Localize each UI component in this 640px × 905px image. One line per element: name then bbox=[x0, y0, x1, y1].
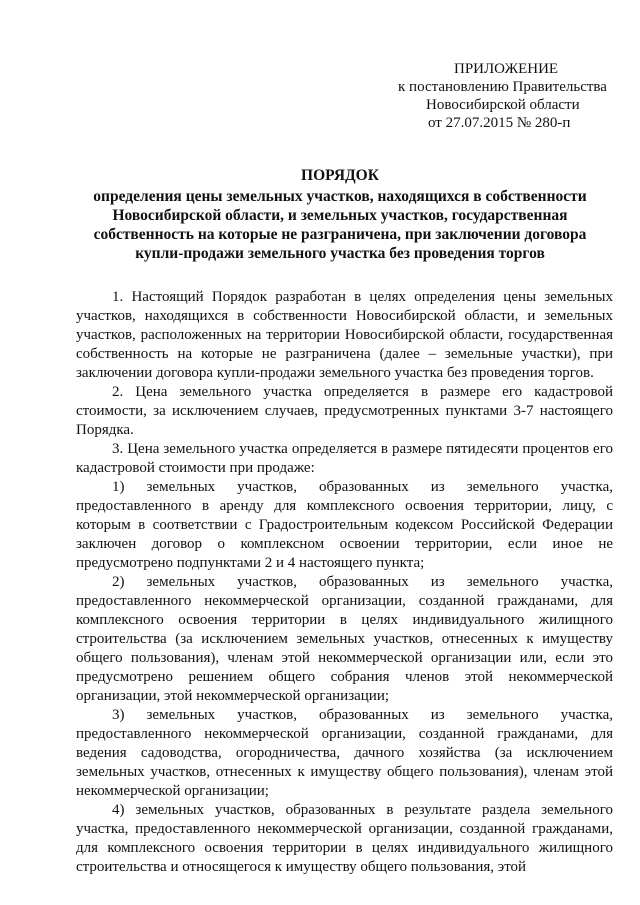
document-title: ПОРЯДОК bbox=[301, 167, 379, 184]
document-subtitle-line-2: Новосибирской области, и земельных участков, государственная bbox=[112, 207, 568, 224]
subparagraph-3-1: 1) земельных участков, образованных из земельного участка, предоставленного в аренду для комплексного освоения территории, лицу, с которым в соответствии с Градостроительным кодексом Российской Федерации заключен договор о комплексном освоении территории, если иное не предусмотрено подпунктами 2 и 4 настоящего пункта; bbox=[76, 479, 613, 571]
document-subtitle-line-1: определения цены земельных участков, находящихся в собственности bbox=[93, 188, 587, 205]
paragraph-1: 1. Настоящий Порядок разработан в целях определения цены земельных участков, находящихся в собственности Новосибирской области, и земельных участков, расположенных на территории Новосибирской области, государственная собственность на которые не разграничена (далее – земельные участки), при заключении договора купли-продажи земельного участка без проведения торгов. bbox=[76, 289, 613, 381]
paragraph-3: 3. Цена земельного участка определяется в размере пятидесяти процентов его кадастровой стоимости при продаже: bbox=[76, 441, 613, 476]
subparagraph-3-4: 4) земельных участков, образованных в результате раздела земельного участка, предоставленного некоммерческой организации, созданной гражданами, для комплексного освоения территории в целях индивидуального жилищного строительства и относящегося к имуществу общего пользования, этой bbox=[76, 802, 613, 875]
appendix-line-3: от 27.07.2015 № 280-п bbox=[428, 115, 571, 131]
document-subtitle-line-3: собственность на которые не разграничена, при заключении договора bbox=[93, 226, 587, 243]
document-body bbox=[76, 288, 613, 877]
document-subtitle-line-4: купли-продажи земельного участка без проведения торгов bbox=[135, 245, 545, 262]
subparagraph-3-3: 3) земельных участков, образованных из земельного участка, предоставленного некоммерческой организации, созданной гражданами, для ведения садоводства, огородничества, дачного хозяйства (за исключением земельных участков, отнесенных к имуществу общего пользования), членам этой некоммерческой организации; bbox=[76, 707, 613, 799]
subparagraph-3-2: 2) земельных участков, образованных из земельного участка, предоставленного некоммерческой организации, созданной гражданами, для комплексного освоения территории в целях индивидуального жилищного строительства (за исключением земельных участков, отнесенных к имуществу общего пользования), членам этой некоммерческой организации или, если это предусмотрено решением общего собрания членов этой некоммерческой организации, этой некоммерческой организации; bbox=[76, 574, 613, 704]
document-heading bbox=[80, 166, 600, 263]
paragraph-2: 2. Цена земельного участка определяется в размере его кадастровой стоимости, за исключением случаев, предусмотренных пунктами 3-7 настоящего Порядка. bbox=[76, 384, 613, 438]
appendix-line-1: к постановлению Правительства bbox=[398, 79, 607, 95]
appendix-header bbox=[380, 60, 640, 132]
appendix-title: ПРИЛОЖЕНИЕ bbox=[454, 61, 559, 77]
appendix-line-2: Новосибирской области bbox=[426, 97, 580, 113]
